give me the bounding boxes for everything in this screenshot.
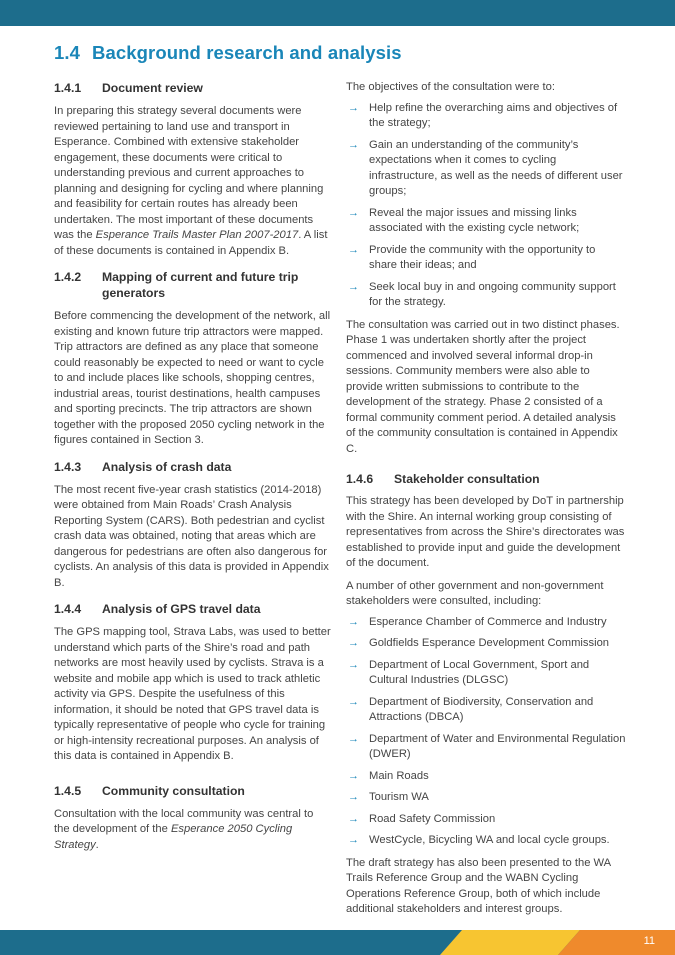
list-item: → Department of Local Government, Sport and Cultural Industries (DLGSC) [348,658,590,686]
arrow-icon: → [348,658,359,671]
subsection-heading [54,80,331,96]
list-item: → Provide the community with the opportunity to share their ideas; and [348,243,596,271]
subsection-number: 1.4.3 [54,459,82,474]
footer-graphic [0,930,675,955]
subsection-stakeholder-consultation [346,471,626,918]
arrow-icon: → [348,280,359,293]
arrow-icon: → [348,243,359,256]
subsection-heading [54,269,331,301]
subsection-gps-data [54,601,331,765]
text-run: Consultation with the local community was central to the development of the [54,807,314,835]
paragraph [54,807,331,854]
section-number: 1.4 [54,42,81,63]
arrow-icon: → [348,791,359,803]
list-item: → Gain an understanding of the community’s expectations when it comes to cycling infrastructure, as well as the needs of different user groups; [348,138,623,197]
right-column [346,80,626,918]
list-item: → Reveal the major issues and missing links associated with the existing cycle network; [348,206,580,234]
text-run: . A list of these documents is contained in Appendix B. [54,229,328,257]
list-item: → Goldfields Esperance Development Commission [346,636,626,652]
list-item: → Department of Water and Environmental Regulation (DWER) [348,732,626,760]
text-run: In preparing this strategy several documents were reviewed pertaining to land use and transport in Esperance. Combined with extensive stakeholder engagement, these documents were critical to understanding previous and current approaches to planning and designing for cycling and where planning and feasibility for certain routes has already been undertaken. The most important of these documents was the [54,105,324,241]
list-item: → Esperance Chamber of Commerce and Industry [346,615,626,631]
left-column [54,80,331,863]
paragraph: The GPS mapping tool, Strava Labs, was used to better understand which parts of the Shire’s road and path networks are most heavily used by cyclists. Strava is a website and mobile app which is used to track athletic activity via GPS. Despite the usefulness of this information, it should be noted that GPS travel data is typically representative of people who cycle for training or high-intensity recreational purposes. An analysis of this data is contained in Appendix B. [54,626,331,762]
page-number: 11 [643,935,655,947]
arrow-icon: → [348,732,359,745]
subsection-document-review [54,80,331,259]
subsection-title: Document review [102,81,203,95]
arrow-icon: → [348,769,359,782]
subsection-number: 1.4.4 [54,602,82,616]
subsection-title: Mapping of current and future trip generators [102,270,299,300]
subsection-trip-generators [54,269,331,449]
objectives-list [346,101,626,311]
subsection-heading [346,471,626,487]
paragraph: This strategy has been developed by DoT in partnership with the Shire. An internal working group consisting of representatives from across the Shire’s directorates was established to provide input and guide the development of the document. [346,495,625,569]
paragraph: The draft strategy has also been presented to the WA Trails Reference Group and the WABN Cycling Operations Reference Group, both of which include additional stakeholders and interest groups. [346,856,611,915]
document-title: Esperance Trails Master Plan 2007-2017 [95,229,299,241]
document-title: Esperance 2050 Cycling Strategy [54,823,293,851]
arrow-icon: → [348,615,359,628]
subsection-crash-data [54,459,331,592]
arrow-icon: → [348,138,359,151]
list-item: → WestCycle, Bicycling WA and local cycle groups. [346,833,626,849]
top-header-band [0,0,675,26]
subsection-heading [54,783,331,799]
list-item: → Department of Biodiversity, Conservation and Attractions (DBCA) [348,695,594,723]
section-title [54,42,402,64]
subsection-title: Community consultation [102,783,245,798]
subsection-title: Analysis of GPS travel data [102,602,261,616]
list-item: → Main Roads [346,769,626,785]
subsection-community-consultation [54,783,331,854]
text-run: . [95,838,99,851]
stakeholders-list [346,615,626,849]
subsection-title: Analysis of crash data [102,459,232,474]
subsection-heading [54,459,331,475]
list-item: → Seek local buy in and ongoing community support for the strategy. [348,280,616,308]
footer-yellow-stripe [440,930,580,955]
subsection-number: 1.4.5 [54,783,82,798]
subsection-number: 1.4.6 [346,472,374,486]
subsection-number: 1.4.1 [54,81,82,95]
arrow-icon: → [348,812,359,825]
arrow-icon: → [348,101,359,114]
arrow-icon: → [348,206,359,219]
arrow-icon: → [348,834,359,846]
objectives-intro: The objectives of the consultation were to: [346,81,555,93]
paragraph [54,104,331,259]
paragraph: The most recent five-year crash statistics (2014-2018) were obtained from Main Roads’ Crash Analysis Reporting System (CARS). Both pedestrian and cyclist crash data was obtained, noting that areas which are dangerous for pedestrians are often also dangerous for cyclists. An analysis of this data is provided in Appendix B. [54,483,329,589]
list-item: → Help refine the overarching aims and objectives of the strategy; [348,101,618,129]
footer-band [0,930,675,955]
paragraph: The consultation was carried out in two distinct phases. Phase 1 was undertaken shortly after the project commenced and involved several informal drop-in sessions. Community members were also able to provide written submissions to contribute to the development of the strategy. Phase 2 consisted of a formal community comment period. A detailed analysis of the community consultation is contained in Appendix C. [346,318,620,455]
section-title-text: Background research and analysis [92,42,402,63]
subsection-title: Stakeholder consultation [394,472,540,486]
arrow-icon: → [348,695,359,708]
paragraph: Before commencing the development of the network, all existing and known future trip attractors were mapped. Trip attractors are defined as any place that someone could reasonably be expected to need or want to cycle to and include places like schools, shopping centres, industrial areas, tourist destinations, health campuses and sporting precincts. The trip attractors are shown together with the proposed 2050 cycling network in the figures contained in Section 3. [54,310,331,446]
subsection-heading [54,601,331,617]
paragraph: A number of other government and non-government stakeholders were consulted, including: [346,579,604,607]
list-item: → Tourism WA [346,790,626,806]
list-item: → Road Safety Commission [346,812,626,828]
arrow-icon: → [348,637,359,649]
subsection-number: 1.4.2 [54,270,82,284]
